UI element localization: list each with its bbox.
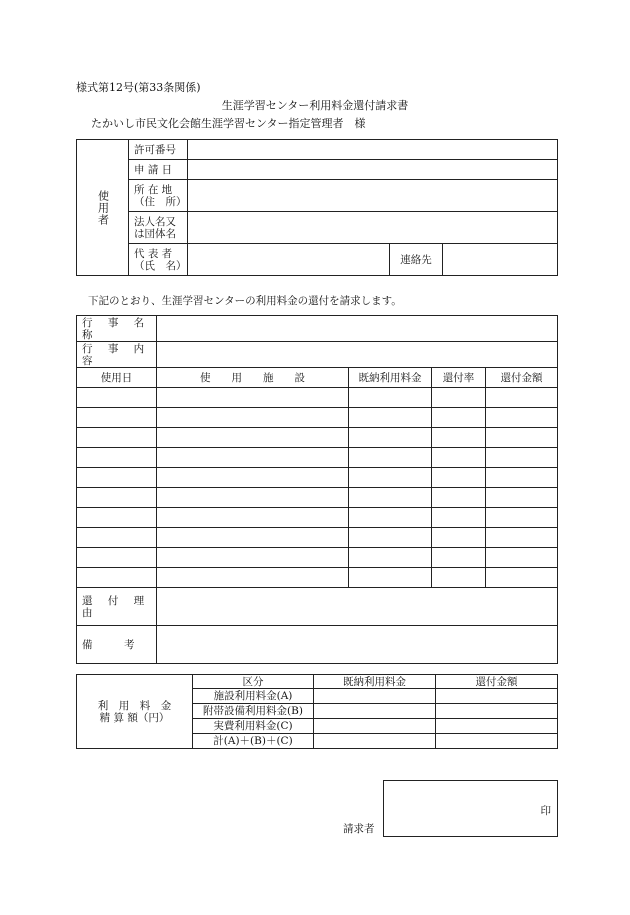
- usage-cell[interactable]: [349, 508, 432, 528]
- document-title: 生涯学習センター利用料金還付請求書: [221, 99, 409, 112]
- usage-cell[interactable]: [432, 388, 486, 408]
- requester-label: 請求者: [343, 823, 375, 835]
- event-name-field[interactable]: [157, 316, 558, 342]
- signature-box[interactable]: [383, 780, 558, 837]
- contact-field[interactable]: [443, 244, 558, 276]
- usage-cell[interactable]: [432, 528, 486, 548]
- representative-label-line2: （氏 名）: [134, 259, 187, 272]
- usage-cell[interactable]: [349, 548, 432, 568]
- usage-cell[interactable]: [486, 428, 558, 448]
- refund-reason-field[interactable]: [157, 588, 558, 626]
- usage-row: [77, 528, 558, 548]
- usage-table: [76, 315, 558, 664]
- usage-cell[interactable]: [157, 508, 349, 528]
- user-group-label-cell: [77, 140, 129, 276]
- usage-cell[interactable]: [157, 388, 349, 408]
- remarks-field[interactable]: [157, 626, 558, 664]
- organization-label-line1: 法人名又: [134, 215, 176, 228]
- usage-row: [77, 468, 558, 488]
- usage-cell[interactable]: [486, 448, 558, 468]
- col-usage-date: 使用日: [77, 368, 157, 388]
- representative-label-line1: 代 表 者: [134, 247, 173, 260]
- representative-label: [129, 244, 188, 276]
- address-label-line1: 所 在 地: [134, 183, 173, 196]
- permit-number-field[interactable]: [188, 140, 558, 160]
- fee-side-label-line1: 利 用 料 金: [97, 699, 172, 712]
- address-label-line2: （住 所）: [134, 195, 187, 208]
- user-info-table: [76, 139, 558, 276]
- usage-cell[interactable]: [77, 528, 157, 548]
- usage-cell[interactable]: [157, 548, 349, 568]
- usage-cell[interactable]: [349, 488, 432, 508]
- usage-cell[interactable]: [77, 508, 157, 528]
- usage-cell[interactable]: [432, 508, 486, 528]
- fee-row-total: 計(A)＋(B)＋(C): [193, 734, 314, 749]
- usage-cell[interactable]: [349, 388, 432, 408]
- fee-cell[interactable]: [314, 704, 436, 719]
- usage-cell[interactable]: [486, 568, 558, 588]
- usage-row: [77, 388, 558, 408]
- col-refund-rate: 還付率: [432, 368, 486, 388]
- col-paid-fee: 既納利用料金: [349, 368, 432, 388]
- usage-cell[interactable]: [432, 568, 486, 588]
- usage-cell[interactable]: [77, 408, 157, 428]
- fee-cell[interactable]: [436, 689, 558, 704]
- usage-cell[interactable]: [486, 468, 558, 488]
- usage-cell[interactable]: [486, 528, 558, 548]
- fee-side-label-line2: 精 算 額（円）: [99, 711, 170, 724]
- usage-cell[interactable]: [349, 428, 432, 448]
- usage-cell[interactable]: [349, 568, 432, 588]
- usage-row: [77, 428, 558, 448]
- usage-cell[interactable]: [486, 488, 558, 508]
- col-facility: 使 用 施 設: [157, 368, 349, 388]
- usage-row: [77, 568, 558, 588]
- usage-cell[interactable]: [432, 408, 486, 428]
- usage-cell[interactable]: [432, 468, 486, 488]
- user-group-label: 使用者: [96, 189, 110, 226]
- usage-cell[interactable]: [432, 428, 486, 448]
- event-content-label: 行 事 内 容: [77, 342, 157, 368]
- fee-row-actual-cost: 実費利用料金(C): [193, 719, 314, 734]
- usage-cell[interactable]: [157, 468, 349, 488]
- usage-cell[interactable]: [486, 388, 558, 408]
- usage-row: [77, 548, 558, 568]
- fee-side-label: [77, 675, 193, 749]
- remarks-label: 備 考: [77, 626, 157, 664]
- usage-row: [77, 408, 558, 428]
- usage-row: [77, 508, 558, 528]
- request-statement: 下記のとおり、生涯学習センターの利用料金の還付を請求します。: [88, 295, 402, 307]
- fee-cell[interactable]: [314, 719, 436, 734]
- fee-col-refund: 還付金額: [436, 675, 558, 689]
- form-number: 様式第12号(第33条関係): [76, 81, 201, 94]
- usage-cell[interactable]: [157, 448, 349, 468]
- fee-cell[interactable]: [314, 689, 436, 704]
- usage-cell[interactable]: [157, 568, 349, 588]
- usage-cell[interactable]: [349, 448, 432, 468]
- fee-cell[interactable]: [436, 719, 558, 734]
- fee-row-equipment: 附帯設備利用料金(B): [193, 704, 314, 719]
- fee-cell[interactable]: [436, 734, 558, 749]
- usage-cell[interactable]: [77, 448, 157, 468]
- address-field[interactable]: [188, 180, 558, 212]
- usage-cell[interactable]: [77, 468, 157, 488]
- usage-cell[interactable]: [486, 508, 558, 528]
- usage-cell[interactable]: [349, 528, 432, 548]
- fee-settlement-table: [76, 674, 558, 749]
- organization-label-line2: は団体名: [134, 227, 176, 240]
- usage-cell[interactable]: [432, 548, 486, 568]
- col-refund-amount: 還付金額: [486, 368, 558, 388]
- usage-cell[interactable]: [77, 568, 157, 588]
- usage-cell[interactable]: [349, 468, 432, 488]
- fee-col-category: 区分: [193, 675, 314, 689]
- usage-cell[interactable]: [77, 548, 157, 568]
- address-label: [129, 180, 188, 212]
- application-date-field[interactable]: [188, 160, 558, 180]
- usage-cell[interactable]: [77, 388, 157, 408]
- usage-cell[interactable]: [486, 548, 558, 568]
- representative-field[interactable]: [188, 244, 390, 276]
- seal-mark: 印: [540, 805, 551, 817]
- usage-row: [77, 448, 558, 468]
- usage-cell[interactable]: [349, 408, 432, 428]
- event-name-label: 行 事 名 称: [77, 316, 157, 342]
- usage-cell[interactable]: [157, 428, 349, 448]
- addressee: たかいし市民文化会館生涯学習センター指定管理者 様: [91, 117, 366, 130]
- usage-cell[interactable]: [77, 488, 157, 508]
- usage-cell[interactable]: [432, 448, 486, 468]
- usage-cell[interactable]: [77, 428, 157, 448]
- usage-cell[interactable]: [432, 488, 486, 508]
- fee-row-facility: 施設利用料金(A): [193, 689, 314, 704]
- fee-cell[interactable]: [436, 704, 558, 719]
- usage-cell[interactable]: [486, 408, 558, 428]
- refund-reason-label: 還 付 理 由: [77, 588, 157, 626]
- usage-cell[interactable]: [157, 528, 349, 548]
- event-content-field[interactable]: [157, 342, 558, 368]
- fee-col-paid: 既納利用料金: [314, 675, 436, 689]
- application-date-label: 申 請 日: [129, 160, 188, 180]
- contact-label: 連絡先: [390, 244, 443, 276]
- organization-label: [129, 212, 188, 244]
- usage-cell[interactable]: [157, 408, 349, 428]
- permit-number-label: 許可番号: [129, 140, 188, 160]
- usage-cell[interactable]: [157, 488, 349, 508]
- fee-cell[interactable]: [314, 734, 436, 749]
- organization-field[interactable]: [188, 212, 558, 244]
- usage-row: [77, 488, 558, 508]
